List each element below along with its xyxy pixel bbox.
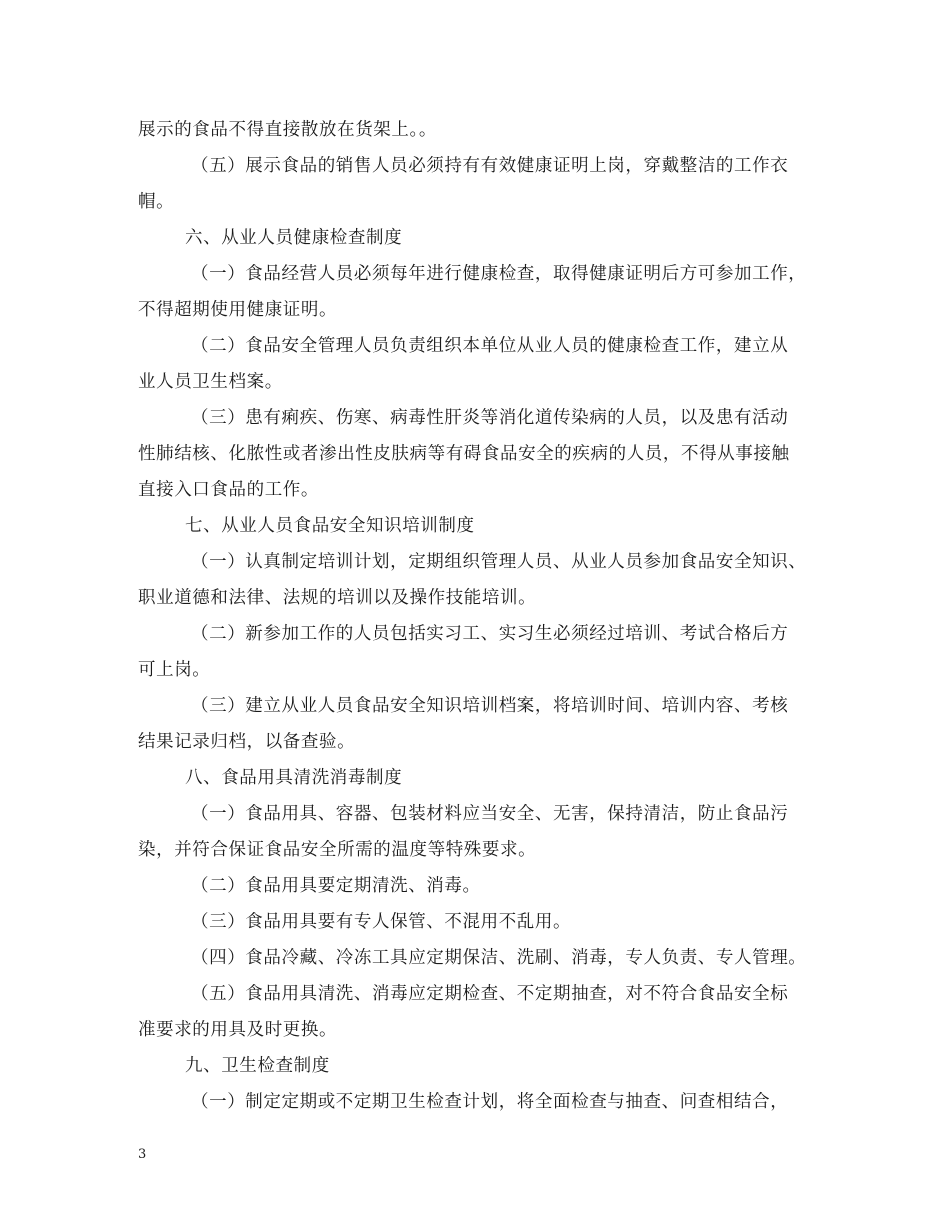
paragraph-line: 性肺结核、化脓性或者渗出性皮肤病等有碍食品安全的疾病的人员，不得从事接触 — [138, 444, 790, 464]
paragraph-line: 帽。 — [138, 192, 175, 212]
paragraph-line: （一）食品用具、容器、包装材料应当安全、无害，保持清洁，防止食品污 — [191, 804, 789, 824]
paragraph-line: （三）患有痢疾、伤寒、病毒性肝炎等消化道传染病的人员，以及患有活动 — [191, 408, 789, 428]
paragraph-line: （一）认真制定培训计划，定期组织管理人员、从业人员参加食品安全知识、 — [191, 552, 807, 572]
paragraph-line: 职业道德和法律、法规的培训以及操作技能培训。 — [138, 588, 537, 608]
paragraph-line: （二）食品安全管理人员负责组织本单位从业人员的健康检查工作，建立从 — [191, 336, 789, 356]
paragraph-line: 直接入口食品的工作。 — [138, 480, 319, 500]
paragraph-line: （三）建立从业人员食品安全知识培训档案，将培训时间、培训内容、考核 — [191, 696, 789, 716]
paragraph-line: 结果记录归档，以备查验。 — [138, 732, 356, 752]
section-heading: 七、从业人员食品安全知识培训制度 — [185, 516, 475, 536]
paragraph-line: （一）食品经营人员必须每年进行健康检查，取得健康证明后方可参加工作， — [191, 264, 807, 284]
paragraph-line: （一）制定定期或不定期卫生检查计划，将全面检查与抽查、问查相结合， — [191, 1092, 789, 1112]
paragraph-line: 可上岗。 — [138, 660, 211, 680]
section-heading: 六、从业人员健康检查制度 — [185, 228, 403, 248]
paragraph-line: （二）新参加工作的人员包括实习工、实习生必须经过培训、考试合格后方 — [191, 624, 789, 644]
paragraph-line: 准要求的用具及时更换。 — [138, 1020, 338, 1040]
paragraph-line: 染，并符合保证食品安全所需的温度等特殊要求。 — [138, 840, 537, 860]
section-heading: 八、食品用具清洗消毒制度 — [185, 768, 403, 788]
paragraph-line: （五）食品用具清洗、消毒应定期检查、不定期抽查，对不符合食品安全标 — [191, 984, 789, 1004]
paragraph-line: （四）食品冷藏、冷冻工具应定期保洁、洗刷、消毒，专人负责、专人管理。 — [191, 948, 807, 968]
paragraph-line: 业人员卫生档案。 — [138, 372, 283, 392]
section-heading: 九、卫生检查制度 — [185, 1056, 330, 1076]
paragraph-line: （二）食品用具要定期清洗、消毒。 — [191, 876, 481, 896]
paragraph-line: （五）展示食品的销售人员必须持有有效健康证明上岗，穿戴整洁的工作衣 — [191, 156, 789, 176]
page-number: 3 — [138, 1147, 147, 1162]
paragraph-line: 展示的食品不得直接散放在货架上。。 — [138, 120, 437, 140]
paragraph-line: 不得超期使用健康证明。 — [138, 300, 338, 320]
paragraph-line: （三）食品用具要有专人保管、不混用不乱用。 — [191, 912, 572, 932]
